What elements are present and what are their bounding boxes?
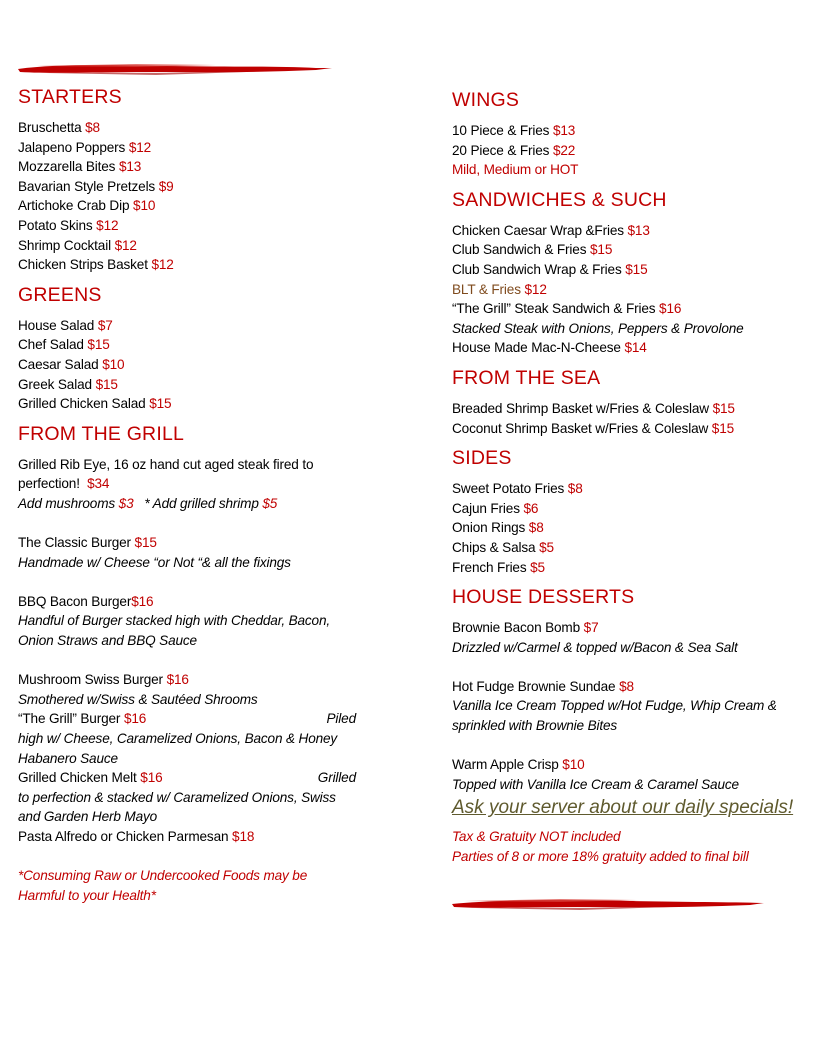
section-heading-sea: FROM THE SEA xyxy=(452,366,601,389)
menu-item: Sweet Potato Fries $8 xyxy=(452,481,583,497)
item-description: Handmade w/ Cheese “or Not “& all the fixings xyxy=(18,554,291,570)
menu-item: Cajun Fries $6 xyxy=(452,500,539,516)
menu-item: Hot Fudge Brownie Sundae $8 xyxy=(452,678,634,694)
health-warning: *Consuming Raw or Undercooked Foods may be xyxy=(18,868,308,884)
menu-item: House Salad $7 xyxy=(18,317,113,333)
item-description: Smothered w/Swiss & Sautéed Shrooms xyxy=(18,691,258,707)
menu-item: Artichoke Crab Dip $10 xyxy=(18,198,156,214)
health-warning: Harmful to your Health* xyxy=(18,887,156,903)
item-description: Habanero Sauce xyxy=(18,750,118,766)
menu-item: Greek Salad $15 xyxy=(18,376,118,392)
menu-item-ribeye-cont: perfection! $34 xyxy=(18,476,110,492)
menu-item: 10 Piece & Fries $13 xyxy=(452,123,576,138)
tax-note: Tax & Gratuity NOT included xyxy=(452,829,621,845)
menu-item: Mushroom Swiss Burger $16 xyxy=(18,672,189,688)
item-description: Vanilla Ice Cream Topped w/Hot Fudge, Whip Cream & xyxy=(452,698,777,714)
menu-item: Coconut Shrimp Basket w/Fries & Coleslaw $15 xyxy=(452,420,735,436)
menu-item: Onion Rings $8 xyxy=(452,520,544,536)
brush-stroke-top-left xyxy=(16,60,334,78)
menu-item: Chicken Strips Basket $12 xyxy=(18,257,174,273)
item-description: Onion Straws and BBQ Sauce xyxy=(18,633,197,649)
item-description: high w/ Cheese, Caramelized Onions, Bacon & Honey xyxy=(18,731,338,747)
section-heading-sandwiches: SANDWICHES & SUCH xyxy=(452,188,667,211)
menu-item: House Made Mac-N-Cheese $14 xyxy=(452,340,647,356)
menu-item: Bruschetta $8 xyxy=(18,120,100,135)
item-description: Handful of Burger stacked high with Cheddar, Bacon, xyxy=(18,613,330,629)
menu-item: BLT & Fries $12 xyxy=(452,281,547,297)
gratuity-note: Parties of 8 or more 18% gratuity added to final bill xyxy=(452,849,749,865)
menu-item-ribeye: Grilled Rib Eye, 16 oz hand cut aged steak fired to xyxy=(18,456,314,472)
section-heading-grill: FROM THE GRILL xyxy=(18,422,185,445)
section-heading-starters: STARTERS xyxy=(18,86,122,108)
menu-item: French Fries $5 xyxy=(452,559,545,575)
left-column xyxy=(18,86,378,905)
section-heading-greens: GREENS xyxy=(18,283,102,306)
menu-item: Shrimp Cocktail $12 xyxy=(18,237,137,253)
item-description: Drizzled w/Carmel & topped w/Bacon & Sea Salt xyxy=(452,639,738,655)
brush-stroke-bottom-right xyxy=(450,896,768,912)
section-heading-wings: WINGS xyxy=(452,89,520,111)
daily-specials-note: Ask your server about our daily specials! xyxy=(452,797,794,819)
menu-item: Pasta Alfredo or Chicken Parmesan $18 xyxy=(18,829,255,844)
menu-item: BBQ Bacon Burger$16 xyxy=(18,593,154,609)
menu-item: 20 Piece & Fries $22 xyxy=(452,142,576,158)
wing-flavors: Mild, Medium or HOT xyxy=(452,162,579,178)
menu-item: Bavarian Style Pretzels $9 xyxy=(18,178,174,194)
menu-item: “The Grill” Steak Sandwich & Fries $16 xyxy=(452,301,682,317)
item-description: Stacked Steak with Onions, Peppers & Provolone xyxy=(452,320,744,336)
menu-item: Warm Apple Crisp $10 xyxy=(452,757,585,773)
item-description: and Garden Herb Mayo xyxy=(18,809,158,825)
menu-item: Chef Salad $15 xyxy=(18,337,110,353)
section-heading-desserts: HOUSE DESSERTS xyxy=(452,586,635,609)
menu-item: Potato Skins $12 xyxy=(18,217,119,233)
menu-item: The Classic Burger $15 xyxy=(18,535,157,551)
menu-item: Breaded Shrimp Basket w/Fries & Coleslaw $15 xyxy=(452,400,735,416)
menu-item: Club Sandwich & Fries $15 xyxy=(452,242,613,258)
item-description: to perfection & stacked w/ Caramelized Onions, Swiss xyxy=(18,789,336,805)
addons-line: Add mushrooms $3 * Add grilled shrimp $5 xyxy=(18,495,278,511)
menu-item: Caesar Salad $10 xyxy=(18,356,125,372)
menu-item: Brownie Bacon Bomb $7 xyxy=(452,620,599,636)
menu-item: Grilled Chicken Salad $15 xyxy=(18,396,172,412)
menu-item: Mozzarella Bites $13 xyxy=(18,159,142,175)
menu-item: Chicken Caesar Wrap &Fries $13 xyxy=(452,222,650,238)
item-description: Topped with Vanilla Ice Cream & Caramel Sauce xyxy=(452,776,739,792)
menu-item: “The Grill” Burger $16 Piled xyxy=(18,711,356,727)
menu-item: Jalapeno Poppers $12 xyxy=(18,139,152,155)
menu-item: Grilled Chicken Melt $16 Grilled xyxy=(18,770,356,786)
menu-item: Chips & Salsa $5 xyxy=(452,539,554,555)
item-description: sprinkled with Brownie Bites xyxy=(452,718,618,734)
right-column xyxy=(452,89,807,867)
section-heading-sides: SIDES xyxy=(452,447,512,470)
menu-item: Club Sandwich Wrap & Fries $15 xyxy=(452,261,648,277)
